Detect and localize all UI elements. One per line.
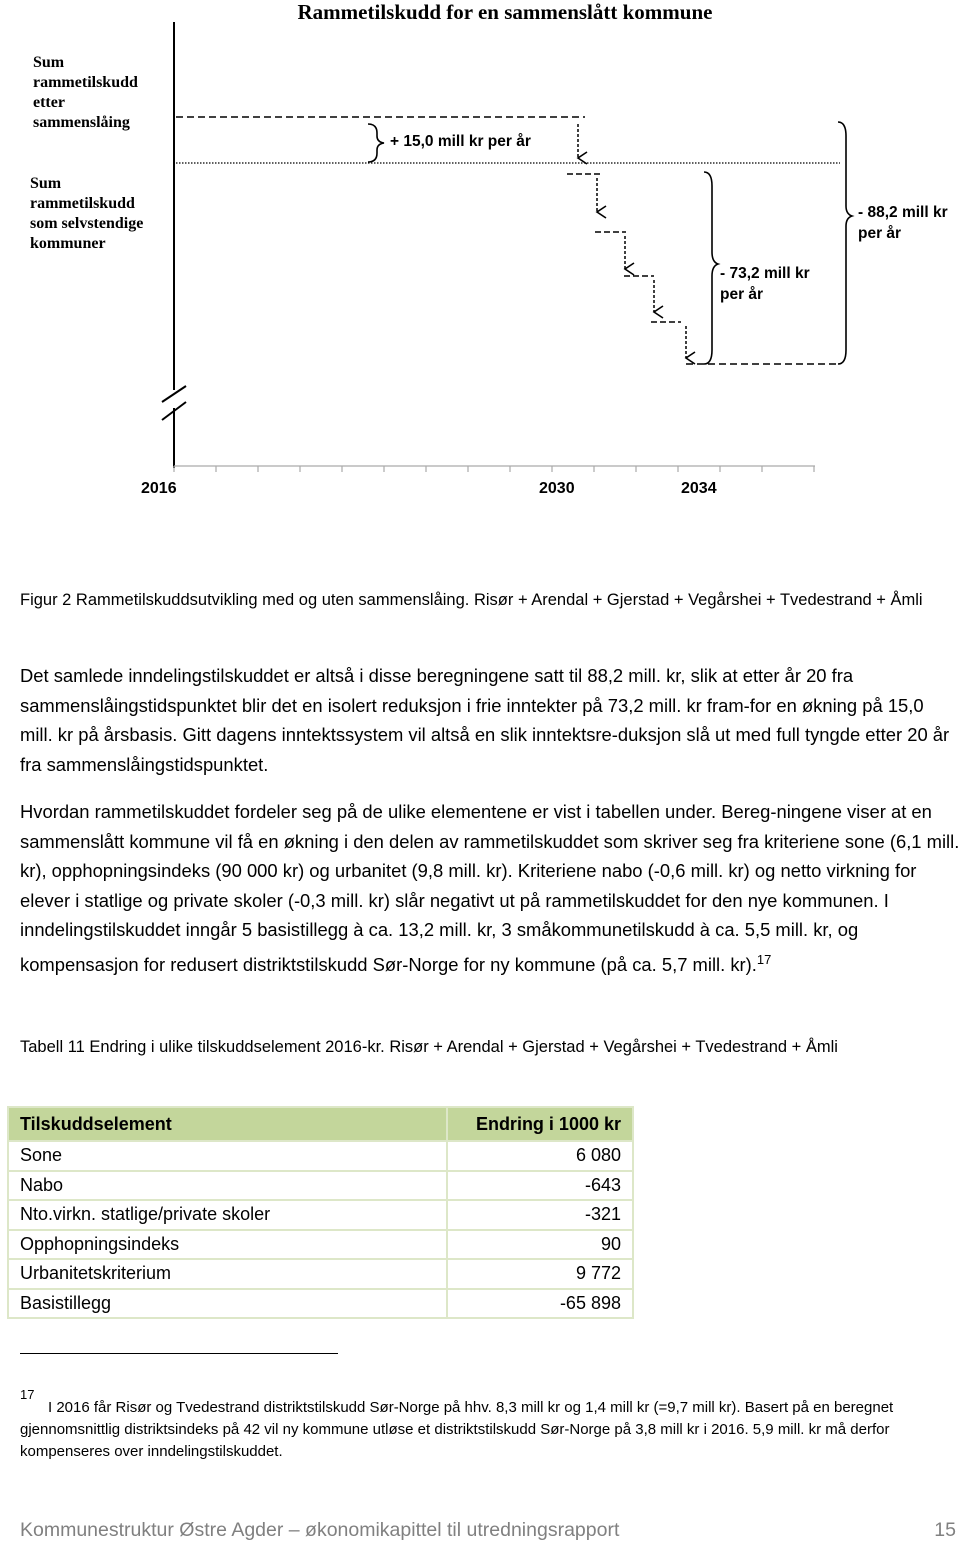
- table-cell-element: Nabo: [8, 1171, 447, 1201]
- label-sum-after-merger: Sum rammetilskudd etter sammenslåing: [33, 54, 138, 131]
- paragraph-2: [20, 797, 960, 979]
- table-row: [8, 1200, 633, 1230]
- table-cell-value: 90: [447, 1230, 633, 1260]
- diagram-title: Rammetilskudd for en sammenslått kommune: [297, 0, 713, 24]
- paragraph-2-text: Hvordan rammetilskuddet fordeler seg på de ulike elementene er vist i tabellen under. Bereg-ningene viser at en sammenslått kommune vil få en økning i den delen av rammetilskuddet som skriver seg fra kriteriene sone (6,1 mill. kr), opphopningsindeks (90 000 kr) og urbanitet (9,8 mill. kr). Kriteriene nabo (-0,6 mill. kr) og netto virkning for elever i statlige og private skoler (-0,3 mill. kr) slår negativt ut på rammetilskuddet for den nye kommunen. I inndelingstilskuddet inngår 5 basistillegg à ca. 13,2 mill. kr, 3 småkommunetilskudd à ca. 5,5 mill. kr, og kompensasjon for redusert distriktstilskudd Sør-Norge for ny kommune (på ca. 5,7 mill. kr).: [20, 801, 960, 975]
- year-label-2034: 2034: [681, 480, 717, 497]
- table-header-row: [8, 1107, 633, 1141]
- table-cell-element: Sone: [8, 1141, 447, 1171]
- horizontal-axis: [174, 466, 815, 472]
- table-row: [8, 1230, 633, 1260]
- increase-brace: [368, 124, 384, 162]
- increase-label: + 15,0 mill kr per år: [390, 133, 531, 150]
- table-cell-value: -321: [447, 1200, 633, 1230]
- table-cell-element: Opphopningsindeks: [8, 1230, 447, 1260]
- inner-reduction-brace: [704, 172, 718, 364]
- step-down-arrows: [567, 124, 686, 358]
- table-cell-element: Basistillegg: [8, 1289, 447, 1319]
- table-header-change: Endring i 1000 kr: [447, 1107, 633, 1141]
- footnote-separator: [20, 1353, 338, 1354]
- table-cell-value: -65 898: [447, 1289, 633, 1319]
- table-header-element: Tilskuddselement: [8, 1107, 447, 1141]
- table-cell-element: Nto.virkn. statlige/private skoler: [8, 1200, 447, 1230]
- table-cell-value: -643: [447, 1171, 633, 1201]
- table-cell-value: 6 080: [447, 1141, 633, 1171]
- table-row: [8, 1289, 633, 1319]
- total-reduction-label: - 88,2 mill kr per år: [858, 204, 948, 242]
- inner-reduction-label: - 73,2 mill kr per år: [720, 265, 810, 303]
- footnote-number: 17: [20, 1387, 35, 1402]
- table-row: [8, 1259, 633, 1289]
- footnote-text: I 2016 får Risør og Tvedestrand distriktstilskudd Sør-Norge på hhv. 8,3 mill kr og 1,4 mill kr (=9,7 mill kr). Basert på en beregnet gjennomsnittlig distriktsindeks på 42 vil ny kommune utløse et distriktstilskudd Sør-Norge på 3,8 mill kr i 2016. 5,9 mill. kr må derfor kompenseres over inndelingstilskuddet.: [20, 1399, 894, 1460]
- change-table: [7, 1106, 634, 1319]
- figure-caption: Figur 2 Rammetilskuddsutvikling med og uten sammenslåing. Risør + Arendal + Gjerstad + Vegårshei + Tvedestrand + Åmli: [20, 591, 923, 609]
- table-row: [8, 1141, 633, 1171]
- table-cell-element: Urbanitetskriterium: [8, 1259, 447, 1289]
- paragraph-1: Det samlede inndelingstilskuddet er altså i disse beregningene satt til 88,2 mill. kr, slik at etter år 20 fra sammenslåingstidspunktet blir det en isolert reduksjon i frie inntekter på 73,2 mill. kr fram-for en økning på 15,0 mill. kr på årsbasis. Gitt dagens inntektssystem vil altså en slik inntektsre-duksjon slå ut med full tyngde etter 20 år fra sammenslåingstidspunktet.: [20, 665, 950, 775]
- year-label-2030: 2030: [539, 480, 575, 497]
- page-number: 15: [934, 1519, 956, 1541]
- label-sum-separate: Sum rammetilskudd som selvstendige kommuner: [30, 175, 144, 252]
- table-caption: Tabell 11 Endring i ulike tilskuddselement 2016-kr. Risør + Arendal + Gjerstad + Vegårshei + Tvedestrand + Åmli: [20, 1038, 838, 1056]
- table-cell-value: 9 772: [447, 1259, 633, 1289]
- table-row: [8, 1171, 633, 1201]
- year-label-2016: 2016: [141, 480, 177, 497]
- footer-title: Kommunestruktur Østre Agder – økonomikapittel til utredningsrapport: [20, 1519, 620, 1541]
- total-reduction-brace: [838, 122, 852, 364]
- footnote-reference: 17: [756, 951, 772, 967]
